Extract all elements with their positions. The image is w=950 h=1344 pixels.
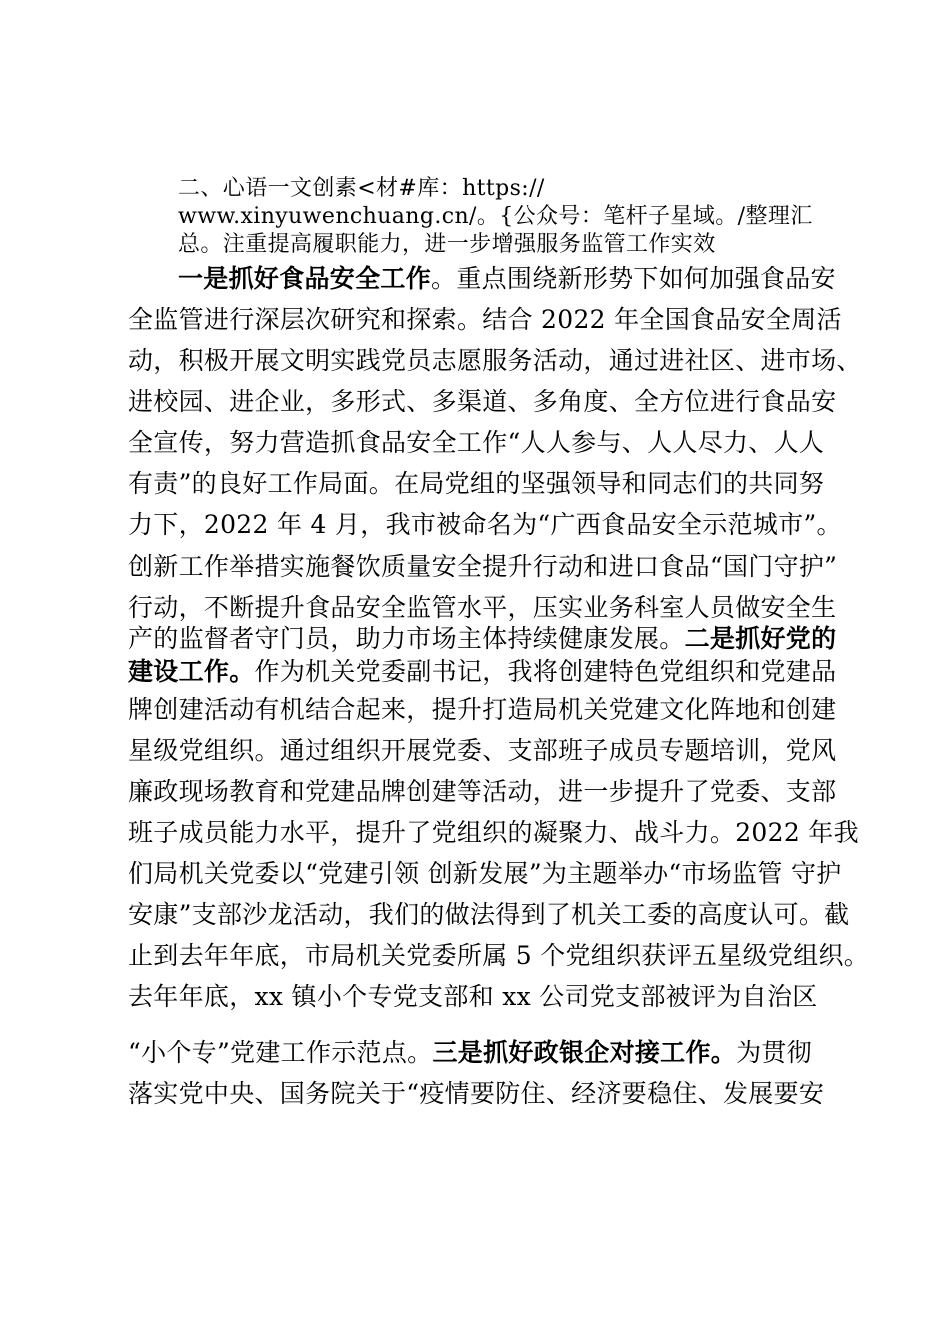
paragraph-line (128, 384, 836, 420)
paragraph-text: 星级党组织。通过组织开展党委、支部班子成员专题培训，党风 (128, 736, 837, 765)
paragraph-text: 力下，2022 年 4 月，我市被命名为“广西食品安全示范城市”。 (128, 510, 842, 539)
paragraph-text: 全宣传，努力营造抓食品安全工作“人人参与、人人尽力、人人 (128, 428, 825, 457)
heading-line-2 (178, 203, 813, 231)
paragraph-line (178, 261, 836, 297)
paragraph-text: 作为机关党委副书记，我将创建特色党组织和党建品 (254, 657, 837, 686)
paragraph-line (128, 654, 836, 690)
paragraph-line (128, 692, 836, 728)
paragraph-text: 产的监督者守门员，助力市场主体持续健康发展。 (128, 624, 685, 653)
section-2-lead: 二是抓好党的 (684, 624, 837, 653)
paragraph-text: “小个专”党建工作示范点。 (128, 1038, 433, 1067)
paragraph-line (128, 466, 824, 502)
paragraph-text: 为贯彻 (736, 1038, 812, 1067)
paragraph-text: 创新工作举措实施餐饮质量安全提升行动和进口食品“国门守护” (128, 552, 838, 581)
paragraph-line (128, 302, 842, 338)
paragraph-text: 廉政现场教育和党建品牌创建等活动，进一步提升了党委、支部 (128, 777, 837, 806)
paragraph-text: 安康”支部沙龙活动，我们的做法得到了机关工委的高度认可。截 (128, 900, 850, 929)
paragraph-line (128, 856, 842, 892)
paragraph-line (128, 774, 836, 810)
paragraph-line (128, 1035, 812, 1071)
section-3-lead: 三是抓好政银企对接工作。 (432, 1038, 737, 1067)
paragraph-text: 。重点围绕新形势下如何加强食品安 (431, 264, 836, 293)
paragraph-line (128, 979, 818, 1015)
paragraph-line (128, 938, 869, 974)
paragraph-text: 牌创建活动有机结合起来，提升打造局机关党建文化阵地和创建 (128, 695, 837, 724)
paragraph-line (128, 621, 836, 657)
paragraph-text: 们局机关党委以“党建引领 创新发展”为主题举办“市场监管 守护 (128, 859, 842, 888)
paragraph-line (128, 507, 842, 543)
heading-text: 总。注重提高履职能力，进一步增强服务监管工作实效 (178, 232, 716, 257)
paragraph-text: 动，积极开展文明实践党员志愿服务活动，通过进社区、进市场、 (128, 346, 862, 375)
paragraph-line (128, 897, 849, 933)
section-1-lead: 一是抓好食品安全工作 (178, 264, 432, 293)
paragraph-text: 去年年底，xx 镇小个专党支部和 xx 公司党支部被评为自治区 (128, 982, 818, 1011)
paragraph-text: 止到去年年底，市局机关党委所属 5 个党组织获评五星级党组织。 (128, 941, 870, 970)
paragraph-text: 有责”的良好工作局面。在局党组的坚强领导和同志们的共同努 (128, 469, 825, 498)
heading-text: www.xinyuwenchuang.cn/。{公众号：笔杆子星域。/整理汇 (178, 204, 813, 229)
paragraph-text: 落实党中央、国务院关于“疫情要防住、经济要稳住、发展要安 (128, 1079, 825, 1108)
paragraph-text: 全监管进行深层次研究和探索。结合 2022 年全国食品安全周活 (128, 305, 842, 334)
paragraph-line (128, 425, 824, 461)
paragraph-line (128, 733, 836, 769)
heading-line-1 (178, 175, 545, 203)
paragraph-text: 行动，不断提升食品安全监管水平，压实业务科室人员做安全生 (128, 593, 837, 622)
heading-text: 二、心语一文创素<材#库：https:// (178, 176, 545, 201)
paragraph-text: 进校园、进企业，多形式、多渠道、多角度、全方位进行食品安 (128, 387, 837, 416)
heading-line-3 (178, 231, 716, 259)
paragraph-text: 班子成员能力水平，提升了党组织的凝聚力、战斗力。2022 年我 (128, 818, 859, 847)
paragraph-line (128, 549, 837, 585)
paragraph-line (128, 343, 862, 379)
section-2-lead-cont: 建设工作。 (128, 657, 255, 686)
paragraph-line (128, 1076, 824, 1112)
paragraph-line (128, 815, 859, 851)
